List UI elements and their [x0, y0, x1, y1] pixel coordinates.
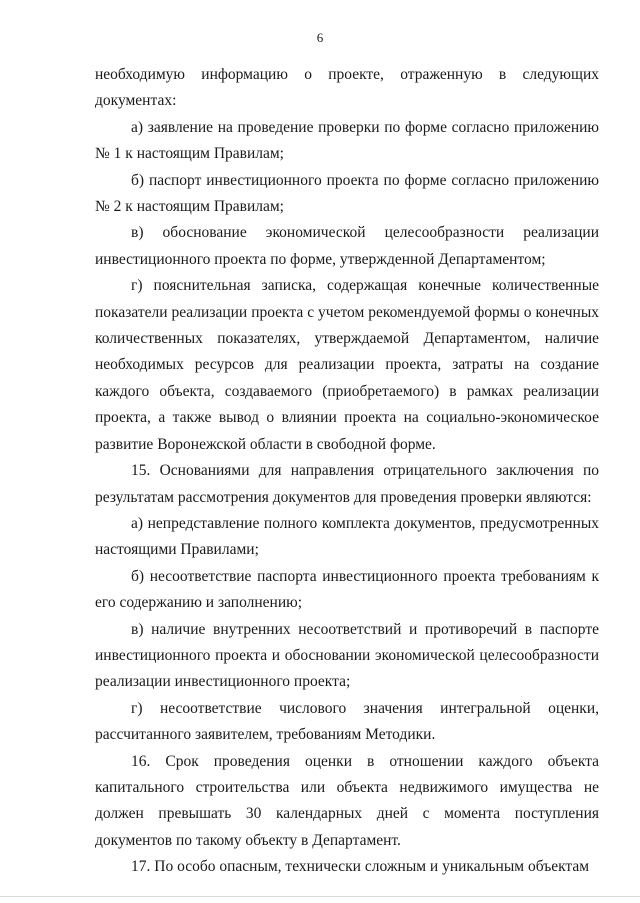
- page-bottom-edge: [0, 896, 640, 897]
- paragraph-item-a-application: а) заявление на проведение проверки по форме согласно приложению № 1 к настоящим Правилам;: [95, 118, 599, 163]
- paragraph-item-b-passport: б) паспорт инвестиционного проекта по форме согласно приложению № 2 к настоящим Правилам;: [95, 171, 599, 216]
- paragraph-17-start: 17. По особо опасным, технически сложным и уникальным объектам: [131, 858, 590, 876]
- paragraph-15-item-b: б) несоответствие паспорта инвестиционного проекта требованиям к его содержанию и заполнению;: [95, 567, 599, 612]
- paragraph-15-grounds: 15. Основаниями для направления отрицательного заключения по результатам рассмотрения документов для проведения проверки являются:: [95, 462, 599, 506]
- paragraph-15-item-a: а) непредставление полного комплекта документов, предусмотренных настоящими Правилами;: [95, 514, 599, 559]
- paragraph-intro-continuation: необходимую информацию о проекте, отраженную в следующих документах:: [95, 66, 599, 110]
- paragraph-15-item-g: г) несоответствие числового значения интегральной оценки, рассчитанного заявителем, требованиям Методики.: [95, 699, 599, 744]
- paragraph-item-g-explanatory-note: г) пояснительная записка, содержащая конечные количественные показатели реализации проекта с учетом рекомендуемой формы о конечных количественных показателях, утверждаемой Департаментом, наличие необходимых ресурсов для реализации проекта, затраты на создание каждого объекта, создаваемого (приобретаемого) в рамках реализации проекта, а также вывод о влиянии проекта на социально-экономическое развитие Воронежской области в свободной форме.: [95, 277, 599, 453]
- paragraph-item-v-justification: в) обоснование экономической целесообразности реализации инвестиционного проекта по форме, утвержденной Департаментом;: [95, 224, 599, 268]
- page-number: 6: [316, 30, 324, 45]
- document-body: [95, 62, 599, 881]
- paragraph-15-item-v: в) наличие внутренних несоответствий и противоречий в паспорте инвестиционного проекта и обосновании экономической целесообразности реализации инвестиционного проекта;: [95, 620, 599, 691]
- paragraph-16-term: 16. Срок проведения оценки в отношении каждого объекта капитального строительства или объекта недвижимого имущества не должен превышать 30 календарных дней с момента поступления документов по такому объекту в Департамент.: [95, 752, 599, 849]
